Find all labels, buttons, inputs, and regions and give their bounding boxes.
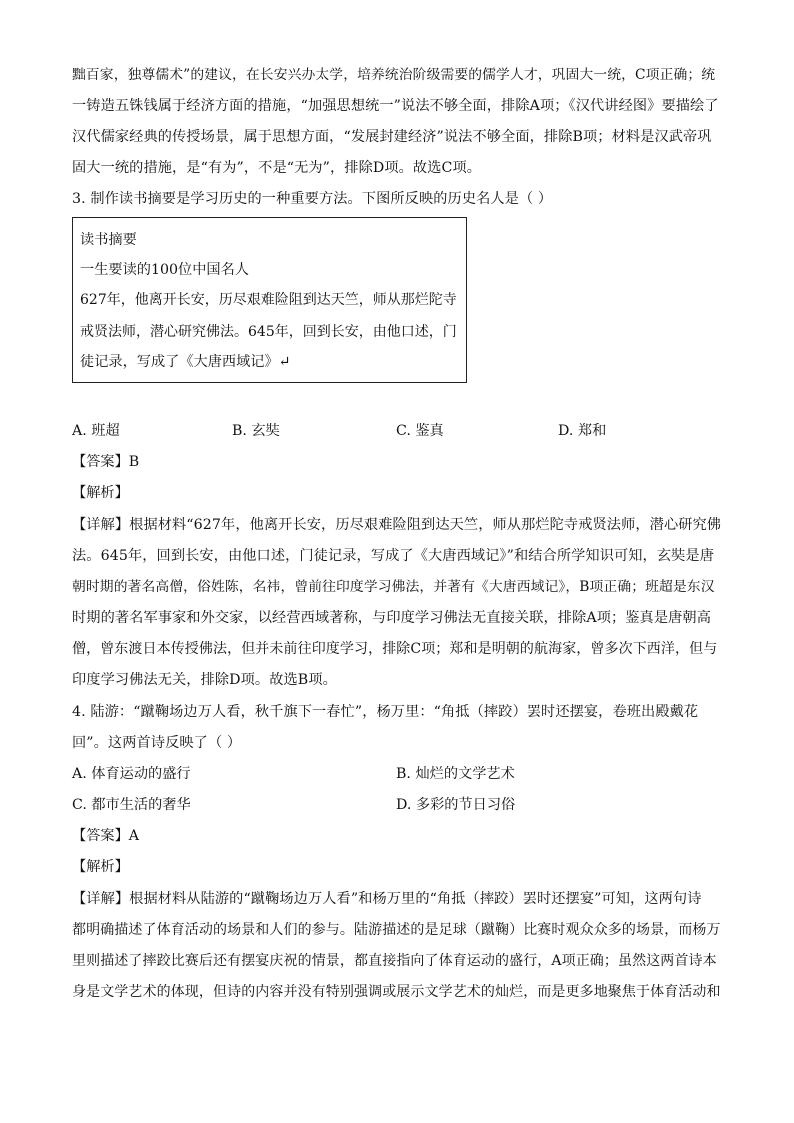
q3-detail-line-5: 僧，曾东渡日本传授佛法，但并未前往印度学习，排除C项；郑和是明朝的航海家，曾多次下西洋，但与	[72, 641, 718, 657]
intro-line-2: 一铸造五铢钱属于经济方面的措施，“加强思想统一”说法不够全面，排除A项；《汉代讲经图》要描绘了	[72, 98, 719, 114]
q3-stem: 3. 制作读书摘要是学习历史的一种重要方法。下图所反映的历史名人是（ ）	[72, 191, 553, 207]
box-line-5: 徒记录，写成了《大唐西域记》↵	[80, 354, 291, 370]
q4-answer: 【答案】A	[72, 828, 139, 844]
q4-option-a: A. 体育运动的盛行	[72, 766, 191, 782]
q4-stem-line-1: 4. 陆游：“蹴鞠场边万人看，秋千旗下一春忙”，杨万里：“角抵（摔跤）罢时还摆宴，卷班出殿戴花	[72, 704, 699, 720]
box-line-2: 一生要读的100位中国名人	[80, 262, 249, 278]
q4-option-d: D. 多彩的节日习俗	[396, 797, 516, 813]
q3-detail-line-3: 朝时期的著名高僧，俗姓陈，名祎，曾前往印度学习佛法，并著有《大唐西域记》，B项正确；班超是东汉	[72, 579, 715, 595]
q3-answer: 【答案】B	[72, 454, 140, 470]
q4-option-b: B. 灿烂的文学艺术	[396, 766, 515, 782]
q4-analysis-label: 【解析】	[72, 859, 129, 875]
q3-detail-line-2: 法。645年，回到长安，由他口述，门徒记录，写成了《大唐西域记》”和结合所学知识可知，玄奘是唐	[72, 548, 714, 564]
q3-option-a: A. 班超	[72, 423, 120, 439]
q4-detail-line-1: 【详解】根据材料从陆游的“蹴鞠场边万人看”和杨万里的“角抵（摔跤）罢时还摆宴”可知，这两句诗	[72, 891, 702, 907]
reading-summary-box	[72, 217, 467, 383]
q4-detail-line-3: 里则描述了摔跤比赛后还有摆宴庆祝的情景，都直接指向了体育运动的盛行，A项正确；虽然这两首诗本	[72, 953, 717, 969]
q3-option-b: B. 玄奘	[232, 423, 280, 439]
box-line-4: 戒贤法师，潜心研究佛法。645年，回到长安，由他口述，门	[80, 324, 457, 340]
q4-option-c: C. 都市生活的奢华	[72, 797, 191, 813]
intro-line-1: 黜百家，独尊儒术”的建议，在长安兴办太学，培养统治阶级需要的儒学人才，巩固大一统，C项正确；统	[72, 67, 716, 83]
q3-analysis-label: 【解析】	[72, 485, 129, 501]
q4-stem-line-2: 回”。这两首诗反映了（ ）	[72, 735, 242, 751]
q3-option-c: C. 鉴真	[396, 423, 444, 439]
q3-detail-line-1: 【详解】根据材料“627年，他离开长安，历尽艰难险阻到达天竺，师从那烂陀寺戒贤法师，潜心研究佛	[72, 517, 722, 533]
q3-detail-line-4: 时期的著名军事家和外交家，以经营西域著称，与印度学习佛法无直接关联，排除A项；鉴真是唐朝高	[72, 610, 711, 626]
box-line-3: 627年，他离开长安，历尽艰难险阻到达天竺，师从那烂陀寺	[80, 292, 457, 308]
q3-detail-line-6: 印度学习佛法无关，排除D项。故选B项。	[72, 672, 337, 688]
q4-detail-line-2: 都明确描述了体育活动的场景和人们的参与。陆游描述的是足球（蹴鞠）比赛时观众众多的场景，而杨万	[72, 922, 721, 938]
intro-line-4: 固大一统的措施，是“有为”，不是“无为”，排除D项。故选C项。	[72, 160, 482, 176]
q4-detail-line-4: 身是文学艺术的体现，但诗的内容并没有特别强调或展示文学艺术的灿烂，而是更多地聚焦于体育活动和	[72, 984, 721, 1000]
box-line-1: 读书摘要	[80, 232, 137, 248]
intro-line-3: 汉代儒家经典的传授场景，属于思想方面，“发展封建经济”说法不够全面，排除B项；材料是汉武帝巩	[72, 129, 712, 145]
q3-option-d: D. 郑和	[558, 423, 607, 439]
